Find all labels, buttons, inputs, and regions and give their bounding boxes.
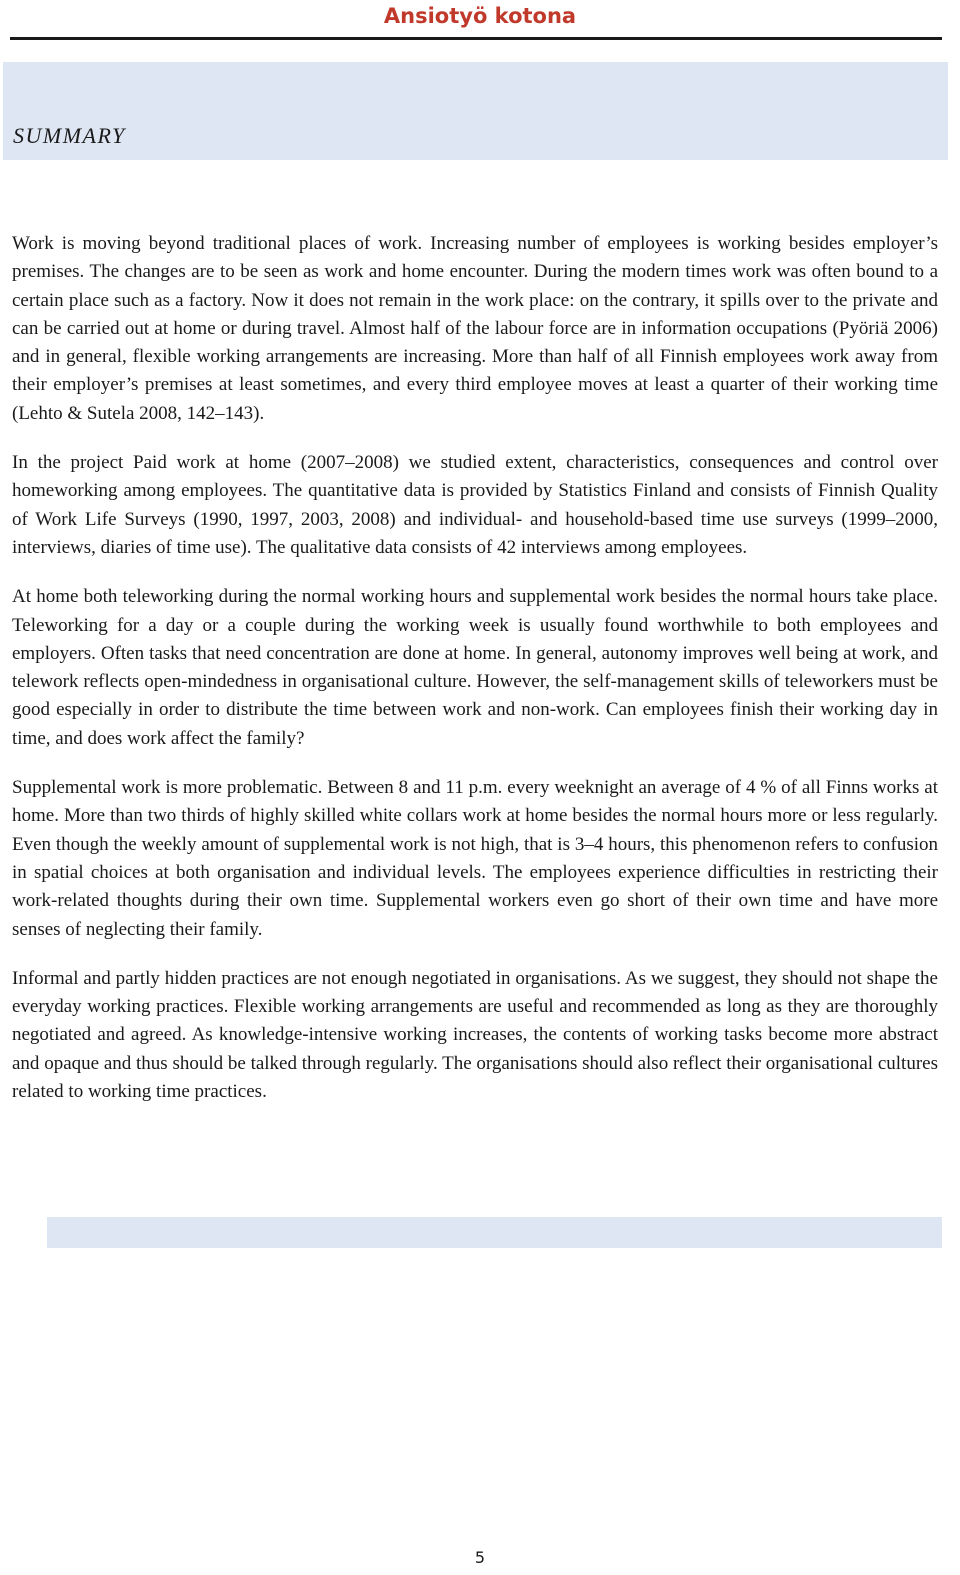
page-number: 5: [474, 1548, 486, 1567]
paragraph-3: At home both teleworking during the normal working hours and supplemental work besides the normal hours take place. Teleworking for a day or a couple during the working week is usually found worthwhile to both employees and employers. Often tasks that need concentration are done at home. In general, autonomy improves well being at work, and telework reflects open-mindedness in organisational culture. However, the self-management skills of teleworkers must be good especially in order to distribute the time between work and non-work. Can employees finish their working day in time, and does work affect the family?: [12, 586, 938, 749]
section-heading-band: [3, 62, 948, 160]
footer-band: [47, 1217, 942, 1248]
header-divider: [10, 37, 942, 40]
paragraph-5: Informal and partly hidden practices are not enough negotiated in organisations. As we suggest, they should not shape the everyday working practices. Flexible working arrangements are useful and recommended as long as they are thoroughly negotiated and agreed. As knowledge-intensive working increases, the contents of working tasks become more abstract and opaque and thus should be talked through regularly. The organisations should also reflect their organisational cultures related to working time practices.: [12, 967, 938, 1103]
section-heading: SUMMARY: [13, 123, 126, 148]
document-title: Ansiotyö kotona: [383, 4, 577, 28]
body-text: [12, 230, 938, 1127]
running-header: [0, 0, 960, 34]
paragraph-1: Work is moving beyond traditional places of work. Increasing number of employees is working besides employer’s premises. The changes are to be seen as work and home encounter. During the modern times work was often bound to a certain place such as a factory. Now it does not remain in the work place: on the contrary, it spills over to the private and can be carried out at home or during travel. Almost half of the labour force are in information occupations (Pyöriä 2006) and in general, flexible working arrangements are increasing. More than half of all Finnish employees work away from their employer’s premises at least sometimes, and every third employee moves at least a quarter of their working time (Lehto & Sutela 2008, 142–143).: [12, 233, 938, 424]
paragraph-2: In the project Paid work at home (2007–2008) we studied extent, characteristics, consequences and control over homeworking among employees. The quantitative data is provided by Statistics Finland and consists of Finnish Quality of Work Life Surveys (1990, 1997, 2003, 2008) and individual- and household-based time use surveys (1999–2000, interviews, diaries of time use). The qualitative data consists of 42 interviews among employees.: [12, 452, 938, 558]
paragraph-4: Supplemental work is more problematic. Between 8 and 11 p.m. every weeknight an average of 4 % of all Finns works at home. More than two thirds of highly skilled white collars work at home besides the normal hours more or less regularly. Even though the weekly amount of supplemental work is not high, that is 3–4 hours, this phenomenon refers to confusion in spatial choices at both organisation and individual levels. The employees experience difficulties in restricting their work-related thoughts during their own time. Supplemental workers even go short of their own time and have more senses of neglecting their family.: [12, 777, 938, 940]
